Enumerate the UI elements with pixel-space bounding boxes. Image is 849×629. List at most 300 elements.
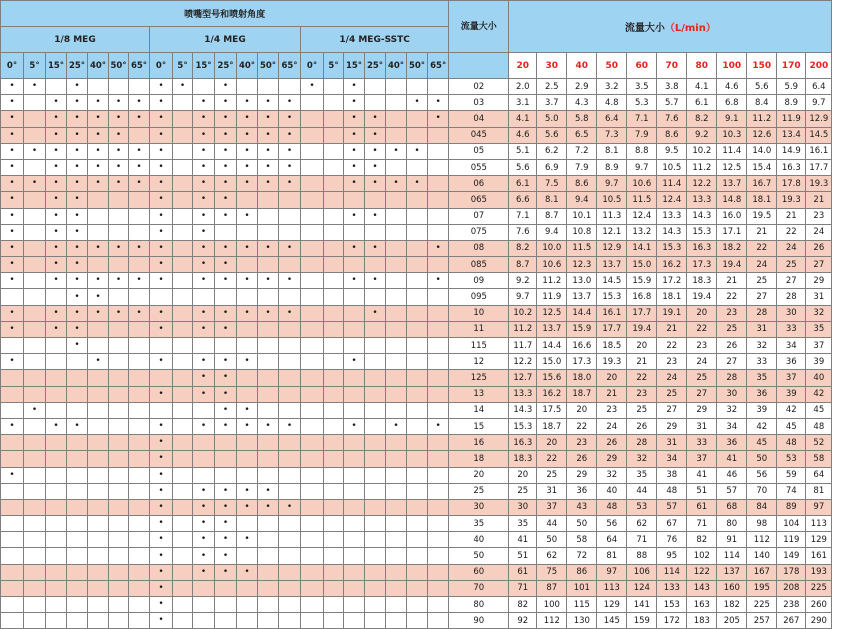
- angle-availability-cell: •: [279, 143, 301, 159]
- flow-value-cell: 46: [717, 467, 747, 483]
- angle-availability-cell: [324, 354, 344, 370]
- flow-value-cell: 25: [717, 321, 747, 337]
- flow-value-cell: 18.3: [687, 273, 717, 289]
- angle-availability-cell: •: [193, 127, 215, 143]
- flow-size-code: 075: [449, 224, 509, 240]
- flow-value-cell: 37: [777, 370, 806, 386]
- angle-availability-cell: [428, 532, 449, 548]
- flow-value-cell: 21: [747, 224, 777, 240]
- flow-value-cell: 24: [747, 257, 777, 273]
- angle-availability-cell: •: [24, 79, 46, 95]
- flow-value-cell: 18.7: [567, 386, 597, 402]
- angle-availability-cell: [24, 370, 46, 386]
- angle-availability-cell: •: [215, 564, 237, 580]
- flow-value-cell: 57: [717, 483, 747, 499]
- angle-availability-cell: [365, 499, 386, 515]
- flow-value-cell: 25: [747, 273, 777, 289]
- angle-availability-cell: •: [215, 305, 237, 321]
- angle-availability-cell: [365, 597, 386, 613]
- angle-availability-cell: [109, 532, 129, 548]
- flow-value-cell: 6.6: [509, 192, 537, 208]
- angle-availability-cell: •: [344, 208, 365, 224]
- flow-size-title: [509, 1, 832, 53]
- flow-value-cell: 70: [747, 483, 777, 499]
- angle-availability-cell: [386, 386, 407, 402]
- angle-availability-cell: •: [67, 224, 88, 240]
- angle-availability-cell: •: [173, 79, 193, 95]
- angle-availability-cell: [88, 321, 109, 337]
- angle-availability-cell: [237, 338, 258, 354]
- flow-value-cell: 36: [777, 354, 806, 370]
- flow-value-cell: 32: [717, 402, 747, 418]
- angle-availability-cell: [129, 483, 150, 499]
- angle-availability-cell: [301, 95, 324, 111]
- angle-availability-cell: [324, 564, 344, 580]
- flow-value-cell: 36: [567, 483, 597, 499]
- flow-value-cell: 7.9: [567, 159, 597, 175]
- angle-availability-cell: [173, 354, 193, 370]
- table-row: [1, 257, 832, 273]
- angle-header: 5°: [24, 53, 46, 79]
- flow-value-cell: 25: [627, 402, 657, 418]
- angle-header: 5°: [173, 53, 193, 79]
- angle-availability-cell: •: [46, 192, 67, 208]
- angle-availability-cell: •: [129, 159, 150, 175]
- angle-availability-cell: •: [215, 370, 237, 386]
- angle-availability-cell: •: [193, 111, 215, 127]
- angle-header: 15°: [344, 53, 365, 79]
- angle-availability-cell: [301, 402, 324, 418]
- angle-availability-cell: •: [150, 224, 173, 240]
- angle-availability-cell: [279, 597, 301, 613]
- angle-availability-cell: [24, 305, 46, 321]
- angle-availability-cell: [173, 176, 193, 192]
- flow-value-cell: 71: [687, 516, 717, 532]
- angle-availability-cell: [324, 111, 344, 127]
- angle-availability-cell: •: [193, 370, 215, 386]
- angle-availability-cell: •: [150, 467, 173, 483]
- angle-availability-cell: •: [1, 467, 24, 483]
- angle-availability-cell: •: [215, 548, 237, 564]
- angle-availability-cell: •: [129, 95, 150, 111]
- angle-availability-cell: [215, 224, 237, 240]
- angle-availability-cell: [301, 240, 324, 256]
- angle-availability-cell: [301, 321, 324, 337]
- angle-availability-cell: [67, 402, 88, 418]
- angle-availability-cell: [324, 305, 344, 321]
- angle-availability-cell: •: [193, 257, 215, 273]
- angle-header: 25°: [215, 53, 237, 79]
- flow-value-cell: 101: [567, 580, 597, 596]
- angle-availability-cell: [279, 79, 301, 95]
- table-row: [1, 95, 832, 111]
- angle-availability-cell: [279, 467, 301, 483]
- angle-availability-cell: [407, 516, 428, 532]
- flow-value-cell: 9.1: [717, 111, 747, 127]
- angle-availability-cell: [258, 532, 279, 548]
- angle-availability-cell: [301, 257, 324, 273]
- angle-availability-cell: [386, 111, 407, 127]
- flow-value-cell: 42: [747, 418, 777, 434]
- flow-value-cell: 113: [806, 516, 832, 532]
- flow-rate-header: 20: [509, 53, 537, 79]
- flow-value-cell: 14.3: [657, 224, 687, 240]
- angle-availability-cell: [365, 613, 386, 629]
- angle-availability-cell: [24, 483, 46, 499]
- angle-header: 50°: [407, 53, 428, 79]
- flow-size-code: 12: [449, 354, 509, 370]
- flow-size-code: 18: [449, 451, 509, 467]
- angle-availability-cell: •: [344, 159, 365, 175]
- flow-value-cell: 6.9: [537, 159, 567, 175]
- angle-availability-cell: •: [193, 354, 215, 370]
- angle-availability-cell: [173, 338, 193, 354]
- angle-availability-cell: [129, 516, 150, 532]
- angle-availability-cell: •: [237, 354, 258, 370]
- table-row: [1, 176, 832, 192]
- angle-availability-cell: [407, 499, 428, 515]
- flow-value-cell: 35: [627, 467, 657, 483]
- flow-value-cell: 22: [537, 451, 567, 467]
- angle-availability-cell: •: [365, 159, 386, 175]
- angle-availability-cell: [301, 208, 324, 224]
- angle-availability-cell: [428, 548, 449, 564]
- angle-availability-cell: [365, 418, 386, 434]
- angle-availability-cell: [109, 580, 129, 596]
- flow-value-cell: 13.2: [627, 224, 657, 240]
- flow-value-cell: 26: [627, 418, 657, 434]
- angle-availability-cell: [173, 532, 193, 548]
- flow-value-cell: 133: [657, 580, 687, 596]
- flow-value-cell: 22: [567, 418, 597, 434]
- angle-availability-cell: •: [150, 532, 173, 548]
- table-row: [1, 159, 832, 175]
- angle-availability-cell: [428, 402, 449, 418]
- flow-value-cell: 12.9: [597, 240, 627, 256]
- angle-availability-cell: •: [193, 305, 215, 321]
- flow-value-cell: 31: [657, 435, 687, 451]
- angle-availability-cell: [67, 499, 88, 515]
- flow-value-cell: 22: [627, 370, 657, 386]
- angle-availability-cell: [24, 564, 46, 580]
- flow-value-cell: 21: [597, 386, 627, 402]
- angle-availability-cell: [301, 224, 324, 240]
- flow-value-cell: 8.7: [509, 257, 537, 273]
- angle-availability-cell: •: [215, 143, 237, 159]
- flow-value-cell: 19.3: [777, 192, 806, 208]
- flow-size-code: 06: [449, 176, 509, 192]
- angle-availability-cell: [24, 273, 46, 289]
- flow-value-cell: 29: [687, 402, 717, 418]
- angle-availability-cell: •: [365, 240, 386, 256]
- angle-availability-cell: •: [150, 305, 173, 321]
- flow-value-cell: 84: [747, 499, 777, 515]
- angle-availability-cell: [109, 321, 129, 337]
- angle-availability-cell: [428, 192, 449, 208]
- angle-availability-cell: [258, 435, 279, 451]
- angle-availability-cell: [344, 321, 365, 337]
- flow-value-cell: 17.1: [717, 224, 747, 240]
- angle-availability-cell: [258, 548, 279, 564]
- angle-availability-cell: •: [46, 127, 67, 143]
- flow-value-cell: 37: [687, 451, 717, 467]
- angle-availability-cell: •: [386, 418, 407, 434]
- angle-availability-cell: [386, 127, 407, 143]
- flow-value-cell: 14.5: [597, 273, 627, 289]
- angle-availability-cell: [129, 224, 150, 240]
- flow-value-cell: 6.1: [509, 176, 537, 192]
- flow-value-cell: 5.7: [657, 95, 687, 111]
- flow-value-cell: 76: [657, 532, 687, 548]
- flow-value-cell: 72: [567, 548, 597, 564]
- flow-value-cell: 4.6: [509, 127, 537, 143]
- angle-availability-cell: •: [1, 176, 24, 192]
- flow-value-cell: 14.4: [537, 338, 567, 354]
- flow-value-cell: 122: [687, 564, 717, 580]
- flow-value-cell: 10.1: [567, 208, 597, 224]
- angle-availability-cell: •: [215, 532, 237, 548]
- angle-availability-cell: [407, 111, 428, 127]
- angle-availability-cell: [407, 402, 428, 418]
- flow-value-cell: 22: [687, 321, 717, 337]
- angle-availability-cell: [407, 370, 428, 386]
- angle-availability-cell: [193, 402, 215, 418]
- angle-availability-cell: [88, 499, 109, 515]
- angle-availability-cell: [129, 548, 150, 564]
- flow-value-cell: 53: [627, 499, 657, 515]
- angle-availability-cell: [88, 402, 109, 418]
- angle-availability-cell: •: [193, 273, 215, 289]
- angle-availability-cell: •: [258, 305, 279, 321]
- angle-availability-cell: [129, 79, 150, 95]
- angle-availability-cell: •: [88, 111, 109, 127]
- angle-availability-cell: •: [258, 499, 279, 515]
- angle-availability-cell: •: [109, 273, 129, 289]
- flow-value-cell: 6.1: [687, 95, 717, 111]
- angle-availability-cell: [88, 435, 109, 451]
- flow-value-cell: 160: [717, 580, 747, 596]
- flow-value-cell: 48: [806, 418, 832, 434]
- flow-size-code: 055: [449, 159, 509, 175]
- angle-availability-cell: [344, 386, 365, 402]
- angle-availability-cell: [67, 386, 88, 402]
- flow-value-cell: 24: [687, 354, 717, 370]
- flow-value-cell: 52: [806, 435, 832, 451]
- angle-availability-cell: [324, 370, 344, 386]
- angle-availability-cell: [407, 338, 428, 354]
- angle-availability-cell: •: [88, 240, 109, 256]
- flow-value-cell: 18.7: [537, 418, 567, 434]
- angle-availability-cell: [428, 321, 449, 337]
- angle-availability-cell: [365, 95, 386, 111]
- flow-size-code: 70: [449, 580, 509, 596]
- flow-size-code: 085: [449, 257, 509, 273]
- angle-availability-cell: [215, 338, 237, 354]
- flow-value-cell: 48: [657, 483, 687, 499]
- angle-availability-cell: [88, 483, 109, 499]
- angle-availability-cell: •: [215, 176, 237, 192]
- angle-availability-cell: [24, 159, 46, 175]
- flow-value-cell: 50: [537, 532, 567, 548]
- flow-value-cell: 14.8: [717, 192, 747, 208]
- flow-value-cell: 32: [627, 451, 657, 467]
- flow-value-cell: 20: [627, 338, 657, 354]
- flow-value-cell: 16.3: [509, 435, 537, 451]
- angle-availability-cell: [428, 159, 449, 175]
- angle-availability-cell: [258, 208, 279, 224]
- angle-availability-cell: [109, 402, 129, 418]
- angle-availability-cell: [24, 516, 46, 532]
- flow-size-code: 35: [449, 516, 509, 532]
- angle-availability-cell: •: [344, 354, 365, 370]
- angle-availability-cell: [301, 483, 324, 499]
- flow-value-cell: 81: [806, 483, 832, 499]
- angle-availability-cell: [237, 79, 258, 95]
- angle-availability-cell: •: [46, 159, 67, 175]
- angle-availability-cell: [215, 451, 237, 467]
- flow-value-cell: 24: [657, 370, 687, 386]
- angle-availability-cell: [88, 564, 109, 580]
- angle-availability-cell: •: [428, 111, 449, 127]
- angle-availability-cell: [386, 305, 407, 321]
- angle-availability-cell: [344, 564, 365, 580]
- angle-availability-cell: •: [193, 95, 215, 111]
- angle-availability-cell: [324, 467, 344, 483]
- flow-value-cell: 114: [657, 564, 687, 580]
- flow-value-cell: 149: [777, 548, 806, 564]
- angle-availability-cell: •: [365, 111, 386, 127]
- angle-availability-cell: [24, 451, 46, 467]
- angle-availability-cell: •: [344, 240, 365, 256]
- angle-availability-cell: [237, 516, 258, 532]
- angle-availability-cell: [24, 548, 46, 564]
- flow-value-cell: 193: [806, 564, 832, 580]
- angle-availability-cell: [129, 435, 150, 451]
- angle-availability-cell: [193, 451, 215, 467]
- flow-value-cell: 5.6: [537, 127, 567, 143]
- flow-rate-header: 80: [687, 53, 717, 79]
- angle-availability-cell: [109, 548, 129, 564]
- angle-availability-cell: •: [88, 95, 109, 111]
- angle-availability-cell: [407, 159, 428, 175]
- flow-value-cell: 27: [687, 386, 717, 402]
- angle-availability-cell: [386, 79, 407, 95]
- flow-value-cell: 4.8: [597, 95, 627, 111]
- angle-availability-cell: [67, 597, 88, 613]
- angle-availability-cell: •: [67, 208, 88, 224]
- flow-value-cell: 178: [777, 564, 806, 580]
- angle-availability-cell: •: [215, 516, 237, 532]
- angle-availability-cell: •: [407, 176, 428, 192]
- group-header-1-4-meg-sstc: 1/4 MEG-SSTC: [301, 27, 449, 53]
- flow-value-cell: 35: [747, 370, 777, 386]
- flow-size-code: 125: [449, 370, 509, 386]
- flow-value-cell: 5.3: [627, 95, 657, 111]
- flow-size-code: 115: [449, 338, 509, 354]
- angle-availability-cell: [407, 257, 428, 273]
- flow-value-cell: 21: [627, 354, 657, 370]
- angle-availability-cell: [301, 386, 324, 402]
- angle-availability-cell: [407, 467, 428, 483]
- angle-availability-cell: [109, 499, 129, 515]
- flow-rate-header: 40: [567, 53, 597, 79]
- flow-value-cell: 19.3: [806, 176, 832, 192]
- angle-availability-cell: [428, 354, 449, 370]
- flow-value-cell: 10.6: [627, 176, 657, 192]
- flow-value-cell: 9.5: [657, 143, 687, 159]
- flow-value-cell: 17.7: [597, 321, 627, 337]
- angle-availability-cell: •: [67, 289, 88, 305]
- angle-availability-cell: [279, 516, 301, 532]
- angle-availability-cell: [279, 370, 301, 386]
- angle-availability-cell: [324, 597, 344, 613]
- angle-availability-cell: [301, 613, 324, 629]
- angle-availability-cell: [324, 95, 344, 111]
- angle-availability-cell: [173, 451, 193, 467]
- flow-value-cell: 16.2: [537, 386, 567, 402]
- flow-value-cell: 25: [777, 257, 806, 273]
- angle-availability-cell: [173, 111, 193, 127]
- angle-availability-cell: •: [365, 208, 386, 224]
- angle-availability-cell: [109, 516, 129, 532]
- table-row: [1, 224, 832, 240]
- angle-availability-cell: •: [88, 273, 109, 289]
- angle-availability-cell: [109, 79, 129, 95]
- angle-availability-cell: [386, 159, 407, 175]
- angle-availability-cell: [46, 532, 67, 548]
- angle-availability-cell: [301, 370, 324, 386]
- angle-availability-cell: •: [344, 127, 365, 143]
- flow-value-cell: 9.4: [567, 192, 597, 208]
- angle-availability-cell: [344, 338, 365, 354]
- flow-value-cell: 114: [717, 548, 747, 564]
- angle-availability-cell: [129, 370, 150, 386]
- angle-availability-cell: [46, 402, 67, 418]
- angle-availability-cell: [46, 613, 67, 629]
- flow-value-cell: 56: [747, 467, 777, 483]
- angle-availability-cell: [24, 580, 46, 596]
- angle-availability-cell: [279, 321, 301, 337]
- angle-availability-cell: [324, 516, 344, 532]
- angle-availability-cell: •: [237, 305, 258, 321]
- flow-value-cell: 21: [657, 321, 687, 337]
- angle-availability-cell: •: [237, 418, 258, 434]
- angle-availability-cell: •: [1, 240, 24, 256]
- angle-availability-cell: [386, 597, 407, 613]
- angle-availability-cell: •: [237, 127, 258, 143]
- flow-value-cell: 41: [509, 532, 537, 548]
- flow-value-cell: 267: [777, 613, 806, 629]
- flow-value-cell: 10.6: [537, 257, 567, 273]
- angle-availability-cell: [301, 451, 324, 467]
- angle-availability-cell: [344, 224, 365, 240]
- flow-size-code: 30: [449, 499, 509, 515]
- angle-availability-cell: [258, 257, 279, 273]
- angle-availability-cell: [109, 257, 129, 273]
- angle-availability-cell: •: [215, 499, 237, 515]
- flow-value-cell: 45: [777, 418, 806, 434]
- angle-availability-cell: •: [365, 305, 386, 321]
- flow-value-cell: 183: [687, 613, 717, 629]
- flow-value-cell: 15.4: [747, 159, 777, 175]
- angle-availability-cell: [324, 499, 344, 515]
- angle-availability-cell: [1, 451, 24, 467]
- flow-value-cell: 15.0: [537, 354, 567, 370]
- flow-value-cell: 23: [597, 402, 627, 418]
- angle-header: 5°: [324, 53, 344, 79]
- angle-availability-cell: [344, 516, 365, 532]
- flow-value-cell: 26: [597, 435, 627, 451]
